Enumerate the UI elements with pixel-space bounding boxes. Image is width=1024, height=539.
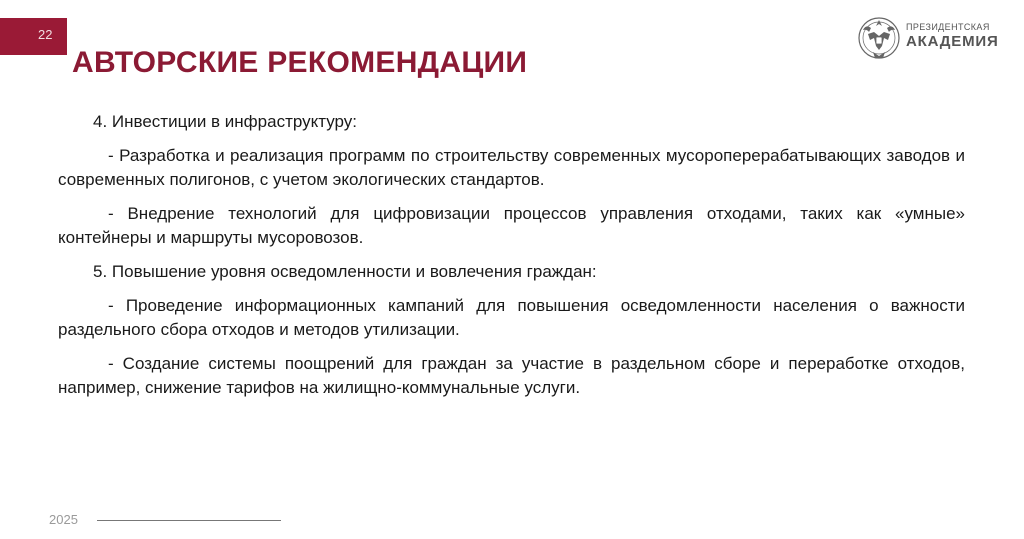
footer-divider xyxy=(97,520,281,521)
section-4-heading: 4. Инвестиции в инфраструктуру: xyxy=(93,112,358,131)
section-5-heading: 5. Повышение уровня осведомленности и вовлечения граждан: xyxy=(93,262,597,281)
section-4-item-1: - Разработка и реализация программ по строительству современных мусороперерабатывающих заводов и современных полигонов, с учетом экологических стандартов. xyxy=(58,146,965,189)
logo-line2: АКАДЕМИЯ xyxy=(906,33,999,50)
section-5-item-2: - Создание системы поощрений для граждан за участие в раздельном сборе и переработке отходов, например, снижение тарифов на жилищно-коммунальные услуги. xyxy=(58,354,965,397)
eagle-emblem-icon xyxy=(856,10,902,66)
logo-line1: ПРЕЗИДЕНТСКАЯ xyxy=(906,22,990,32)
section-5-item-1: - Проведение информационных кампаний для повышения осведомленности населения о важности раздельного сбора отходов и методов утилизации. xyxy=(58,296,965,339)
footer-year: 2025 xyxy=(49,512,78,527)
academy-logo xyxy=(856,10,1006,66)
slide-title: АВТОРСКИЕ РЕКОМЕНДАЦИИ xyxy=(72,46,528,79)
slide-number: 22 xyxy=(38,27,53,42)
slide-number-bar xyxy=(0,18,67,55)
section-4-item-2: - Внедрение технологий для цифровизации процессов управления отходами, таких как «умные» контейнеры и маршруты мусоровозов. xyxy=(58,204,965,247)
slide-content xyxy=(58,110,965,410)
